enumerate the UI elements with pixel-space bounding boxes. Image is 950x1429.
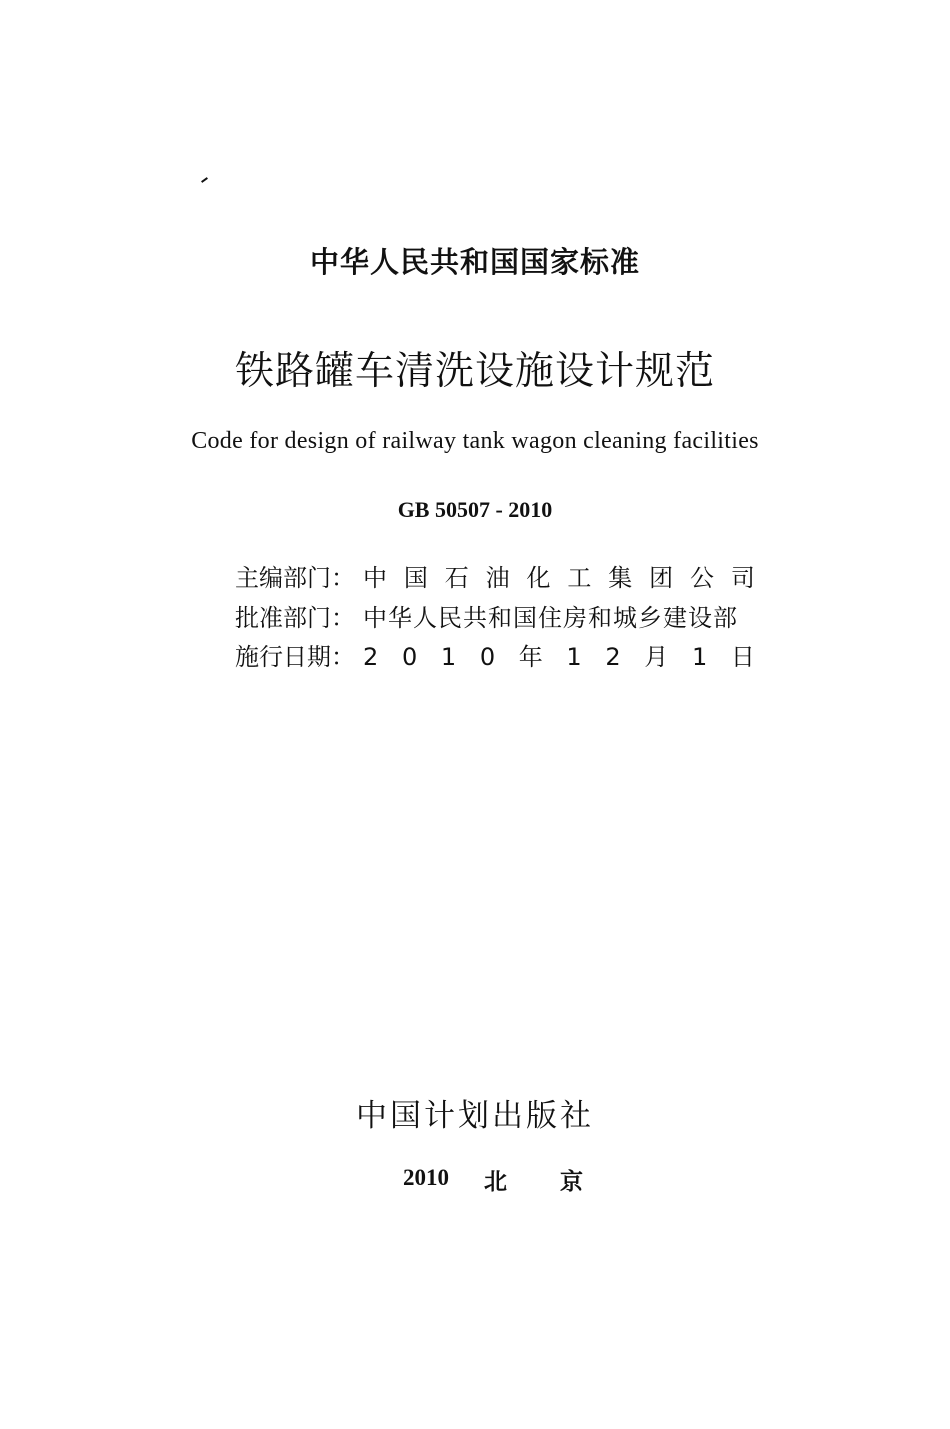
date-char: 1 <box>440 643 457 671</box>
publisher-name: 中国计划出版社 <box>356 1098 594 1134</box>
imprint-city-first-char: 北 <box>484 1169 507 1195</box>
imprint-city-second-char: 京 <box>560 1169 583 1195</box>
document-title-english: Code for design of railway tank wagon cleaning facilities <box>191 428 759 454</box>
approver-label: 批准部门： <box>235 604 355 632</box>
document-title-chinese: 铁路罐车清洗设施设计规范 <box>234 349 715 394</box>
approver-row <box>235 606 755 634</box>
approver-value: 中华人民共和国住房和城乡建设部 <box>363 604 738 632</box>
imprint-year: 2010 <box>403 1165 449 1190</box>
editor-char: 化 <box>526 564 551 592</box>
effective-date-value <box>363 645 755 669</box>
editor-char: 团 <box>649 564 674 592</box>
editor-char: 工 <box>567 564 592 592</box>
date-char: 年 <box>518 643 543 671</box>
date-char: 0 <box>479 643 496 671</box>
editor-char: 石 <box>444 564 469 592</box>
effective-date-row <box>235 645 755 673</box>
editor-row <box>235 566 755 594</box>
editor-value <box>363 566 755 590</box>
editor-char: 国 <box>403 564 428 592</box>
date-char: 2 <box>605 643 621 671</box>
standard-series-heading: 中华人民共和国国家标准 <box>309 245 640 279</box>
date-char: 2 <box>363 643 379 671</box>
editor-char: 中 <box>363 564 387 592</box>
date-char: 月 <box>644 643 669 671</box>
date-char: 1 <box>691 643 708 671</box>
date-char: 0 <box>401 643 418 671</box>
editor-char: 司 <box>730 564 755 592</box>
date-char: 1 <box>566 643 582 671</box>
editor-char: 公 <box>690 564 714 592</box>
date-char: 日 <box>730 643 755 671</box>
stray-mark <box>201 177 208 183</box>
editor-char: 油 <box>485 564 510 592</box>
standard-code: GB 50507 - 2010 <box>397 497 553 522</box>
editor-char: 集 <box>608 564 633 592</box>
editor-label: 主编部门： <box>235 564 355 592</box>
effective-date-label: 施行日期： <box>235 643 355 671</box>
